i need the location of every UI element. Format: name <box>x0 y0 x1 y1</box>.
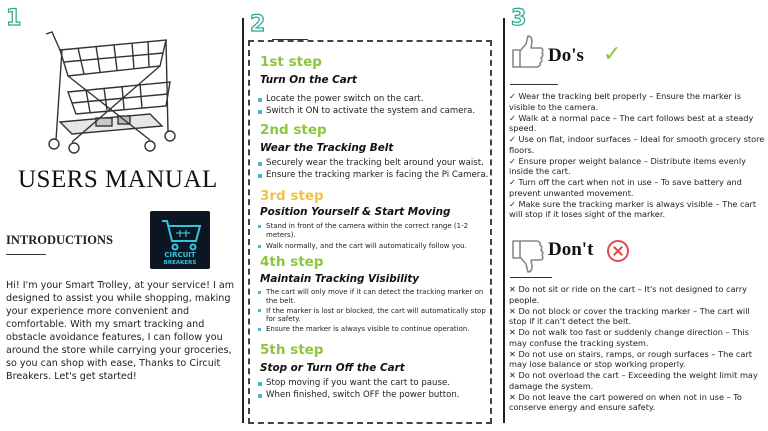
divider <box>510 84 558 85</box>
intro-heading: INTRODUCTIONS <box>6 233 113 247</box>
step-5-list <box>258 378 492 401</box>
step-2-list <box>258 158 492 181</box>
thumbs-down-icon <box>511 238 545 274</box>
list-item: ✓ Ensure proper weight balance – Distribute items evenly inside the cart. <box>509 155 746 176</box>
step-3-label: 3rd step <box>260 188 324 204</box>
list-item: ✕ Do not walk too fast or suddenly change direction – This may confuse the tracking system. <box>509 327 749 348</box>
circuit-cart-logo <box>150 211 210 269</box>
list-item: When finished, switch OFF the power button. <box>258 390 492 402</box>
list-item: Securely wear the tracking belt around your waist. <box>258 158 492 170</box>
step-4-label: 4th step <box>260 254 324 270</box>
manual-title: USERS MANUAL <box>18 166 218 193</box>
panel-number-3: 3 <box>511 6 527 31</box>
list-item: ✓ Make sure the tracking marker is always visible – The cart will stop if it loses sight of the marker. <box>509 198 757 219</box>
list-item: Walk normally, and the cart will automatically follow you. <box>258 242 492 251</box>
divider <box>510 277 552 278</box>
list-item: ✕ Do not overload the cart – Exceeding the weight limit may damage the system. <box>509 370 758 391</box>
list-item: ✓ Use on flat, indoor surfaces – Ideal for smooth grocery store floors. <box>509 134 765 155</box>
intro-panel <box>0 0 240 431</box>
list-item: ✓ Turn off the cart when not in use – To save battery and prevent unwanted movement. <box>509 177 742 198</box>
list-item: ✕ Do not leave the cart powered on when not in use – To conserve energy and ensure safety. <box>509 391 742 412</box>
list-item: Ensure the tracking marker is facing the Pi Camera. <box>258 170 492 182</box>
check-icon: ✓ <box>603 42 622 67</box>
step-3-list <box>258 222 492 252</box>
list-item: ✓ Walk at a normal pace – The cart follows best at a steady speed. <box>509 112 754 133</box>
panel-number-1: 1 <box>6 6 22 31</box>
step-3-title: Position Yourself & Start Moving <box>260 206 451 218</box>
cross-circle-icon <box>607 240 629 262</box>
step-2-label: 2nd step <box>260 122 327 138</box>
list-item: ✕ Do not use on stairs, ramps, or rough surfaces – The cart may lose balance or stop working properly. <box>509 348 753 369</box>
step-1-label: 1st step <box>260 54 322 70</box>
list-item: Stop moving if you want the cart to pause. <box>258 378 492 390</box>
step-5-title: Stop or Turn Off the Cart <box>260 362 405 374</box>
donts-list <box>509 284 766 413</box>
logo-text-breakers: BREAKERS <box>163 260 197 266</box>
dos-list <box>509 91 766 220</box>
step-5-label: 5th step <box>260 342 324 358</box>
list-item: Switch it ON to activate the system and camera. <box>258 106 492 118</box>
step-2-title: Wear the Tracking Belt <box>260 142 394 154</box>
step-4-title: Maintain Tracking Visibility <box>260 273 420 285</box>
list-item: The cart will only move if it can detect the tracking marker on the belt. <box>258 288 492 305</box>
step-1-list <box>258 94 492 117</box>
list-item: Ensure the marker is always visible to continue operation. <box>258 325 492 334</box>
panel-number-2: 2 <box>250 12 266 37</box>
step-1-title: Turn On the Cart <box>260 74 357 86</box>
list-item: If the marker is lost or blocked, the cart will automatically stop for safety. <box>258 307 492 324</box>
dos-title: Do's <box>548 45 584 66</box>
cart-logo-icon <box>150 213 210 253</box>
list-item: ✓ Wear the tracking belt properly – Ensure the marker is visible to the camera. <box>509 91 742 112</box>
list-item: Locate the power switch on the cart. <box>258 94 492 106</box>
divider <box>6 254 46 255</box>
donts-title: Don't <box>548 239 594 260</box>
thumbs-up-icon <box>511 34 545 70</box>
list-item: Stand in front of the camera within the correct range (1-2 meters). <box>258 222 492 239</box>
logo-text-circuit: CIRCUIT <box>164 251 196 259</box>
intro-paragraph: Hi! I'm your Smart Trolley, at your service! I am designed to assist you while shopping, making your experience more convenient and comfortable. With my smart tracking and obstacle avoidance features, I can follow you around the store while carrying your groceries, so you can shop with ease, Thanks to Circuit Breakers. Let's get started! <box>6 280 235 382</box>
list-item: ✕ Do not block or cover the tracking marker – The cart will stop if it can't detect the belt. <box>509 305 750 326</box>
shopping-trolley-icon <box>38 22 188 162</box>
steps-panel <box>244 0 502 431</box>
dos-donts-panel <box>505 0 768 431</box>
step-4-list <box>258 288 492 335</box>
list-item: ✕ Do not sit or ride on the cart – It's not designed to carry people. <box>509 284 747 305</box>
